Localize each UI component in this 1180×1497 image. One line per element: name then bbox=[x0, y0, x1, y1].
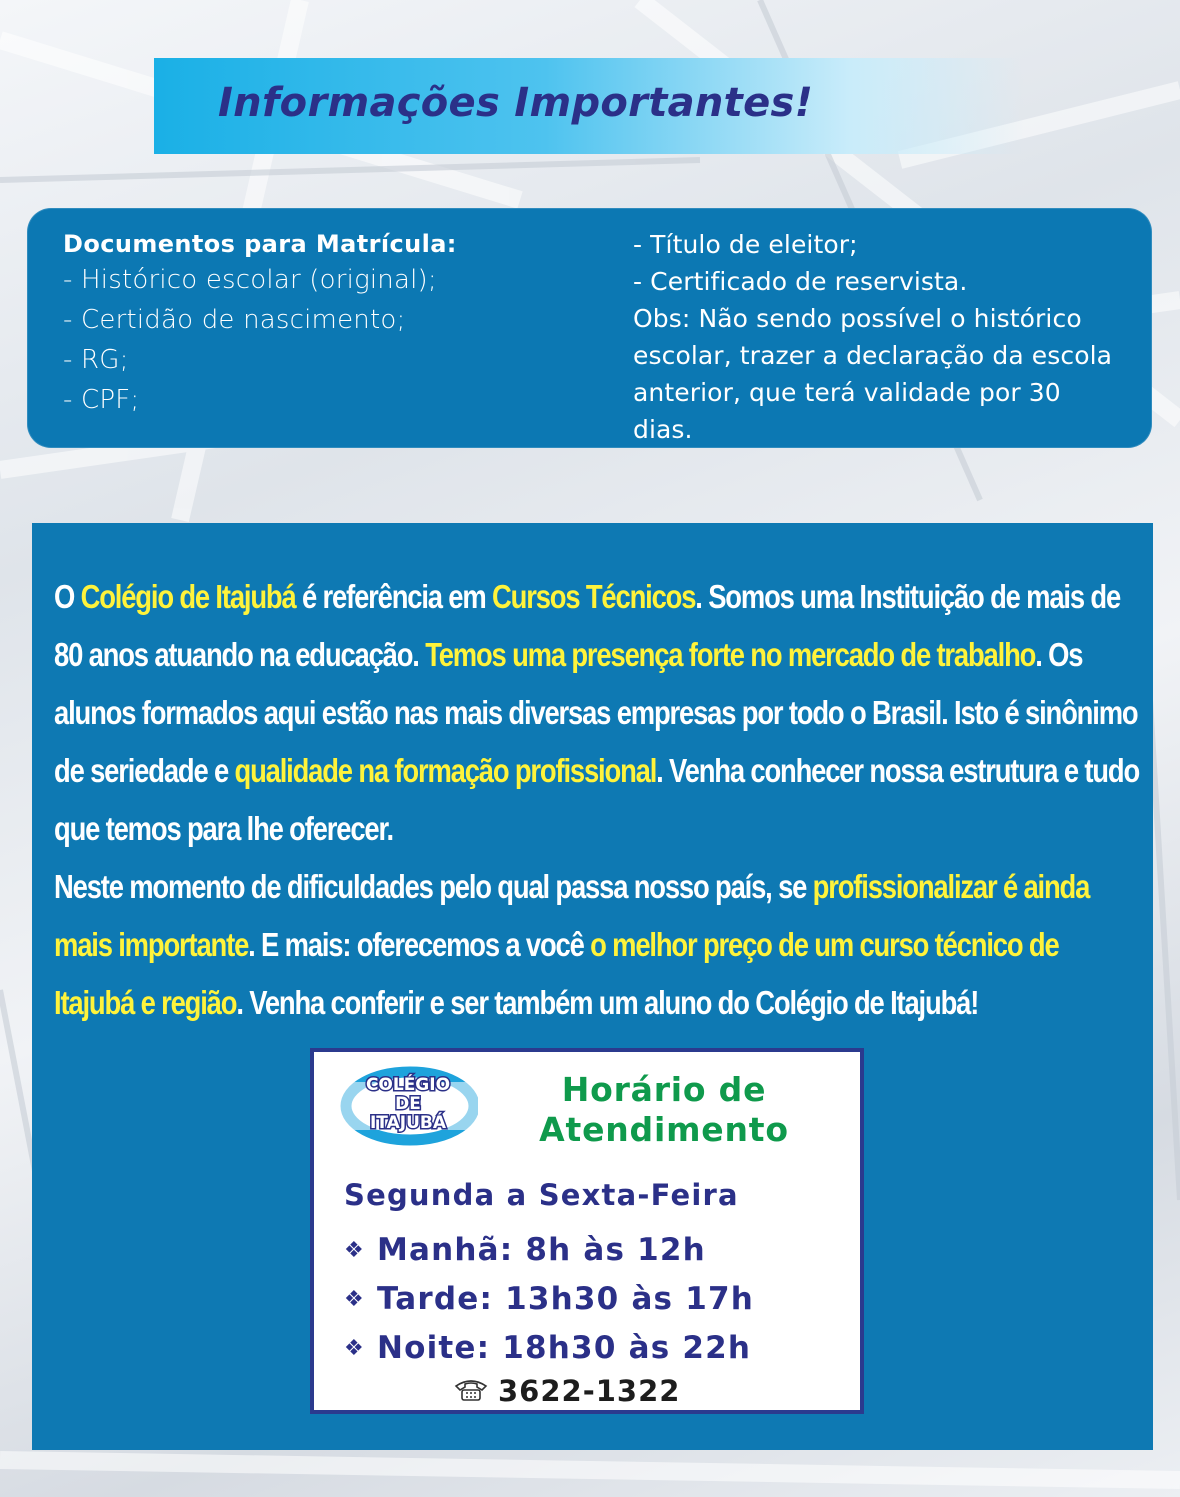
info-highlight: Colégio de Itajubá bbox=[80, 578, 296, 615]
shift-afternoon bbox=[344, 1281, 754, 1317]
info-highlight: Cursos Técnicos bbox=[492, 578, 696, 615]
hours-card bbox=[310, 1048, 864, 1414]
documents-box bbox=[27, 208, 1152, 448]
page-title: Informações Importantes! bbox=[218, 80, 814, 126]
info-paragraph-1 bbox=[54, 568, 1141, 858]
shift-label: Noite: 18h30 às 22h bbox=[376, 1330, 752, 1366]
document-item: - Certificado de reservista. bbox=[633, 267, 968, 296]
documents-left-column bbox=[63, 230, 457, 420]
info-text-run: . Somos uma Instituição de mais de 80 anos atuando na educação. bbox=[54, 578, 1121, 673]
logo-text: DE bbox=[395, 1094, 421, 1114]
documents-heading: Documentos para Matrícula: bbox=[63, 230, 457, 258]
document-item: - RG; bbox=[63, 345, 129, 375]
info-text bbox=[54, 568, 1141, 1032]
hours-title-line: Atendimento bbox=[539, 1110, 789, 1149]
logo-text: COLÉGIO bbox=[365, 1075, 451, 1095]
info-highlight: o melhor preço de um curso técnico de Itajubá e região bbox=[54, 926, 1059, 1021]
info-highlight: qualidade na formação profissional bbox=[234, 752, 657, 789]
shift-night bbox=[344, 1330, 751, 1366]
college-logo bbox=[338, 1066, 478, 1146]
info-text-run: é referência em bbox=[295, 578, 493, 615]
document-item: - Título de eleitor; bbox=[633, 230, 858, 259]
document-item: - Histórico escolar (original); bbox=[63, 265, 437, 295]
documents-right-column bbox=[633, 226, 1138, 448]
shift-label: Manhã: 8h às 12h bbox=[376, 1232, 706, 1268]
info-text-run: . Venha conferir e ser também um aluno do Colégio de Itajubá! bbox=[236, 984, 979, 1021]
phone-text: 3622-1322 bbox=[498, 1374, 681, 1408]
documents-note-line: dias. bbox=[633, 415, 693, 444]
info-highlight: Temos uma presença forte no mercado de trabalho bbox=[425, 636, 1036, 673]
documents-note-line: anterior, que terá validade por 30 bbox=[633, 378, 1061, 407]
shift-morning bbox=[344, 1232, 706, 1268]
hours-title-line: Horário de bbox=[561, 1070, 767, 1109]
title-banner bbox=[154, 58, 1024, 154]
document-item: - Certidão de nascimento; bbox=[63, 305, 406, 335]
documents-note-line: escolar, trazer a declaração da escola bbox=[633, 341, 1113, 370]
document-item: - CPF; bbox=[63, 385, 140, 415]
hours-title bbox=[504, 1070, 824, 1150]
diamond-bullet-icon: ❖ bbox=[344, 1336, 365, 1361]
diamond-bullet-icon: ❖ bbox=[344, 1238, 365, 1263]
info-text-run: . E mais: oferecemos a você bbox=[248, 926, 591, 963]
info-text-run: . Venha conhecer nossa estrutura e tudo que temos para lhe oferecer. bbox=[54, 752, 1140, 847]
phone-number bbox=[454, 1374, 680, 1408]
documents-note-line: Obs: Não sendo possível o histórico bbox=[633, 304, 1082, 333]
info-paragraph-2 bbox=[54, 858, 1141, 1032]
weekdays-label: Segunda a Sexta-Feira bbox=[344, 1178, 739, 1212]
info-highlight: profissionalizar é ainda mais importante bbox=[54, 868, 1090, 963]
logo-text: ITAJUBÁ bbox=[369, 1113, 447, 1133]
diamond-bullet-icon: ❖ bbox=[344, 1287, 365, 1312]
info-text-run: . Os alunos formados aqui estão nas mais diversas empresas por todo o Brasil. Isto é sinônimo de seriedade e bbox=[54, 636, 1138, 789]
phone-icon bbox=[454, 1378, 488, 1402]
info-text-run: Neste momento de dificuldades pelo qual passa nosso país, se bbox=[54, 868, 813, 905]
shift-label: Tarde: 13h30 às 17h bbox=[376, 1281, 755, 1317]
info-text-run: O bbox=[54, 578, 81, 615]
